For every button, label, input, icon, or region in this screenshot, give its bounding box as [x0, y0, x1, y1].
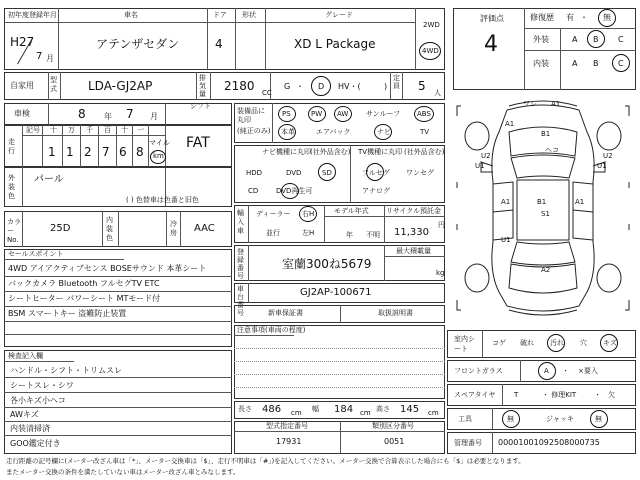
equip-airbag: エアバック: [316, 128, 351, 136]
mileage-digit: 2: [84, 145, 92, 159]
chassis-label: 車台番号: [237, 285, 244, 317]
sales-point-line: シートヒーター パワーシート MTモード付: [8, 294, 161, 303]
exterior-color-value: パール: [34, 174, 64, 185]
inspection-year-unit: 年: [104, 112, 112, 121]
front-glass-label: フロントガラス: [454, 367, 503, 375]
tv-type-sub: (社外品含む): [404, 148, 445, 156]
private-use-label: 自家用: [10, 81, 34, 90]
mileage-digit: 1: [48, 145, 56, 159]
place-1: 一: [137, 126, 144, 134]
score-value: 4: [484, 32, 498, 57]
footer-note-1: 走行距離の記号欄に(メーター改ざん車は「*」、メーター交換車は「$」、走行不明車は「#」)を記入してください。メーター交換で合算表示した場合にも「$」は必要となります。: [6, 457, 525, 465]
sales-point-line: BSM スマートキー 盗難防止装置: [8, 309, 127, 318]
length-value: 486: [262, 404, 282, 415]
spare-tire-label: スペアタイヤ: [454, 391, 496, 399]
exterior-grade-b: B: [593, 35, 599, 44]
diagram-label: U1: [475, 162, 485, 170]
max-load-kg: kg: [436, 269, 445, 277]
front-glass-a: A: [544, 367, 549, 375]
drive-4wd: 4WD: [422, 47, 439, 55]
place-10k: 万: [68, 126, 75, 134]
type-cert-label: 型式指定番号: [266, 422, 308, 430]
aircon-value: AAC: [194, 223, 215, 234]
fuel-d: D: [318, 82, 325, 91]
capacity: 5: [418, 79, 426, 93]
front-glass-dot: ・: [562, 367, 569, 375]
repair-no: 無: [603, 13, 611, 22]
height-cm: cm: [428, 409, 439, 417]
door-count: 4: [215, 37, 223, 51]
fuel-dot: ・: [296, 82, 304, 91]
navi-cd: CD: [248, 187, 259, 195]
sales-point-line: 4WD アイアクティブセンス BOSEサウンド 本革シート: [8, 264, 207, 273]
sales-point-line: バックカメラ Bluetooth フルセグTV ETC: [8, 279, 160, 288]
diagram-label: U2: [603, 152, 613, 160]
navi-hdd: HDD: [246, 169, 263, 177]
navi-type-sub: (社外品含む): [310, 148, 351, 156]
max-load-label: 最大積載量: [396, 247, 431, 255]
diagram-label: ワレ: [523, 100, 537, 108]
equip-ps: PS: [282, 110, 291, 118]
diagram-label: ヘコ: [545, 146, 559, 154]
grade-label: グレード: [325, 11, 353, 19]
tv-fullseg: フルセグ: [362, 169, 390, 177]
sales-points-label: セールスポイント: [8, 250, 64, 258]
fuel-hv: HV・(: [338, 82, 361, 91]
import-label: 輸入車: [237, 209, 244, 235]
inspection-label: 車検: [14, 109, 30, 118]
place-100k: 十: [50, 126, 57, 134]
tv-type-label: TV機種に丸印: [358, 148, 403, 156]
check-note-line: ハンドル・シフト・トリムスレ: [10, 366, 122, 375]
diagram-label: A1: [551, 100, 561, 108]
shift-label: シフト: [190, 102, 211, 110]
check-note-line: シートスレ・シワ: [10, 381, 74, 390]
drive-2wd: 2WD: [423, 21, 440, 29]
seat-hole: 穴: [580, 339, 587, 347]
fuel-g: G: [284, 82, 291, 91]
cc-unit: CC: [262, 89, 272, 97]
model-type: LDA-GJ2AP: [88, 79, 153, 93]
equip-tv: TV: [420, 128, 430, 136]
equip-leather: 本革: [281, 128, 295, 136]
user-manual: 取扱説明書: [378, 309, 413, 317]
place-10: 十: [121, 126, 128, 134]
chassis-value: GJ2AP-100671: [300, 287, 372, 298]
equip-aw: AW: [337, 110, 349, 118]
fuel-close: ): [384, 82, 388, 91]
category-label: 類別区分番号: [372, 422, 414, 430]
spare-tire-none: 欠: [608, 391, 615, 399]
exterior-grade-a: A: [572, 35, 578, 44]
displacement: 2180: [224, 79, 255, 93]
diagram-label: B1: [537, 198, 547, 206]
inspection-month-unit: 月: [150, 112, 158, 121]
spare-tire-dot: ・: [594, 391, 601, 399]
equip-pw: PW: [311, 110, 323, 118]
new-car-warranty: 新車保証書: [268, 309, 303, 317]
reg-label: 登録番号: [237, 248, 244, 280]
import-left-hand: 左H: [302, 229, 315, 237]
check-notes-label: 検査記入欄: [8, 352, 43, 360]
mileage-digit: 6: [119, 145, 127, 159]
seat-stain: 汚れ: [550, 339, 564, 347]
check-note-line: 各小キズ小ヘコ: [10, 396, 66, 405]
check-note-line: 内装清掃済: [10, 424, 50, 433]
recycle-label: リサイクル預託金: [386, 207, 442, 215]
diagram-label: A1: [501, 198, 511, 206]
place-100: 百: [104, 126, 111, 134]
aircon-label: 冷房: [170, 220, 177, 237]
equip-sunroof: サンルーフ: [366, 110, 401, 118]
diagram-label: U2: [481, 152, 491, 160]
seat-tear: 破れ: [520, 339, 534, 347]
repair-yes: 有: [566, 13, 574, 22]
navi-dvd-play: DVD再生可: [276, 187, 313, 195]
height-value: 145: [400, 404, 420, 415]
equipment-label: 装備品に丸印: [237, 107, 265, 124]
car-name: アテンザセダン: [96, 37, 180, 51]
capacity-unit: 人: [434, 89, 441, 97]
interior-seat-label: 室内シート: [454, 335, 475, 353]
mileage-label: 走行: [8, 138, 15, 155]
model-type-label: 型式: [50, 76, 57, 93]
interior-color-label: 内装色: [106, 216, 113, 242]
height-label: 高さ: [376, 405, 390, 413]
navi-sd: SD: [322, 169, 332, 177]
inspection-month: 7: [126, 107, 134, 121]
repair-history-label: 修復歴: [530, 13, 554, 22]
reg-value: 室蘭300ね5679: [282, 257, 372, 271]
mileage-digit: 8: [136, 145, 144, 159]
spare-tire-kit: ・ 修理KIT: [542, 391, 577, 399]
equip-abs: ABS: [417, 110, 431, 118]
door-label: ドア: [213, 11, 227, 19]
interior-grade-a: A: [572, 59, 578, 68]
import-right-hand: 右H: [302, 210, 315, 218]
check-note-line: AWキズ: [10, 410, 39, 419]
navi-type-label: ナビ機種に丸印: [262, 148, 311, 156]
navi-dvd: DVD: [286, 169, 302, 177]
diagram-label: A2: [541, 266, 551, 274]
category-value: 0051: [384, 437, 405, 446]
footer-note-2: またメーター交換の条件を満たしていない車はメーター改ざん車とみなします。: [6, 468, 240, 476]
shift-value: FAT: [186, 135, 210, 151]
capacity-label: 定員: [393, 74, 400, 90]
management-label: 管理番号: [454, 439, 482, 447]
interior-grade-c: C: [618, 59, 624, 68]
score-label: 評価点: [480, 14, 504, 23]
import-parallel: 並行: [266, 229, 280, 237]
type-cert-value: 17931: [276, 437, 302, 446]
exterior-color-label: 外装色: [8, 174, 15, 200]
diagram-label: U1: [597, 162, 607, 170]
equip-navi: ナビ: [377, 128, 391, 136]
front-glass-x: ×要入: [578, 367, 598, 375]
equipment-sub: (純正のみ): [237, 127, 271, 135]
model-year-unit: 年: [346, 231, 353, 239]
notes-label: 注意事項(車両の程度): [237, 326, 306, 334]
length-cm: cm: [291, 409, 302, 417]
mile-unit: マイル: [149, 139, 170, 147]
width-label: 幅: [312, 405, 319, 413]
diagram-label: A1: [575, 198, 585, 206]
model-year-unknown: 不明: [366, 231, 380, 239]
car-name-label: 車名: [124, 11, 138, 19]
tv-oneseg: ワンセグ: [406, 169, 434, 177]
mileage-digit: 7: [102, 145, 110, 159]
km-unit: km: [153, 152, 164, 160]
color-no-value: 25D: [50, 223, 71, 234]
diagram-label: S1: [541, 210, 550, 218]
tools-none: 無: [507, 415, 514, 423]
inspection-year: 8: [78, 107, 86, 121]
jack-none: 無: [595, 415, 602, 423]
length-label: 長さ: [238, 405, 252, 413]
diagram-label: B1: [541, 130, 551, 138]
check-note-line: GOO鑑定付き: [10, 439, 61, 448]
color-change-note: ( ) 色替車は色番と旧色: [126, 196, 199, 204]
first-reg-year: H27: [10, 35, 35, 49]
diagram-label: U1: [501, 236, 511, 244]
seat-scratch: キズ: [603, 339, 617, 347]
first-reg-label: 初年度登録年月: [8, 11, 57, 19]
width-cm: cm: [360, 409, 371, 417]
exterior-grade-c: C: [618, 35, 624, 44]
import-dealer: ディーラー: [256, 210, 291, 218]
width-value: 184: [334, 404, 354, 415]
jack-label: ジャッキ: [546, 415, 574, 423]
spare-tire-t: T: [514, 391, 519, 399]
seat-burn: コゲ: [492, 339, 506, 347]
first-reg-month-unit: 月: [46, 54, 54, 63]
shape-label: 形状: [242, 11, 256, 19]
interior-grade-label: 内装: [533, 59, 549, 68]
grade-value: XD L Package: [294, 37, 376, 51]
displacement-label: 排気量: [199, 74, 206, 98]
model-year-label: モデル年式: [334, 207, 369, 215]
recycle-value: 11,330: [394, 227, 429, 238]
mileage-digit: 1: [66, 145, 74, 159]
color-no-label: カラーNo.: [7, 218, 21, 244]
repair-dot: ・: [580, 13, 588, 22]
recycle-yen: 円: [438, 221, 445, 229]
car-damage-diagram: [447, 92, 639, 324]
diagram-label: A1: [505, 120, 515, 128]
exterior-grade-label: 外装: [533, 35, 549, 44]
tv-analog: アナログ: [362, 187, 390, 195]
management-number: 00001001092508000735: [498, 438, 600, 447]
first-reg-month: 7: [36, 51, 43, 62]
place-sign: 記号: [26, 126, 40, 134]
place-1k: 千: [86, 126, 93, 134]
interior-grade-b: B: [593, 59, 599, 68]
tools-label: 工具: [458, 415, 472, 423]
